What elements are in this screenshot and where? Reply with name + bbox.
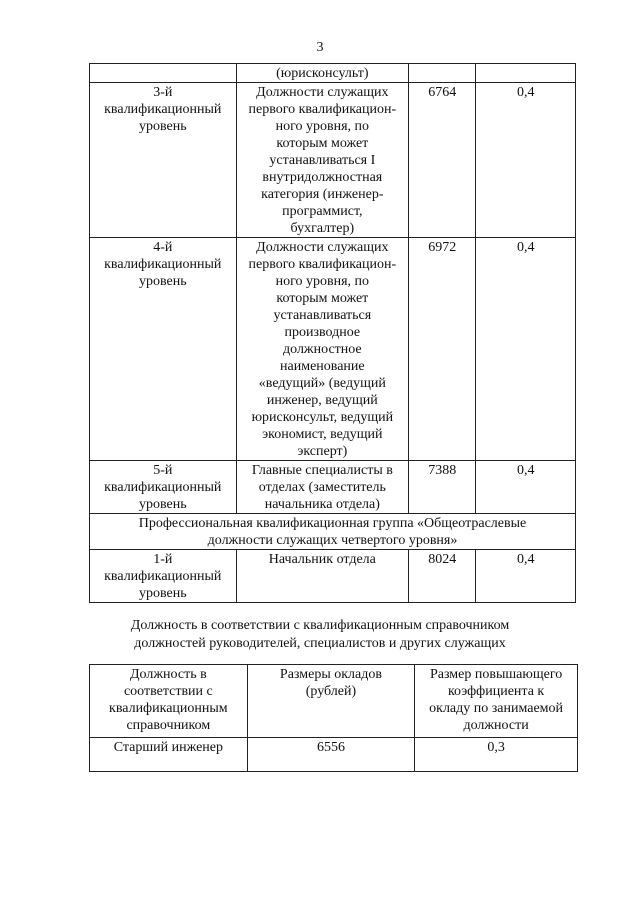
header-text: Должность в [130,667,207,682]
cell-salary [409,83,476,238]
cell-text-line: Должности служащих [256,240,389,255]
cell-text-line: уровень [138,586,187,601]
cell-position-title [236,64,409,83]
position-text: Старший инженер [113,740,224,755]
cell-salary [247,738,414,772]
header-text: окладу по занимаемой [429,701,564,716]
cell-salary [409,64,476,83]
cell-level [90,64,237,83]
cell-text-line: первого квалификацион- [248,257,397,272]
coefficient-text: 0,4 [516,552,535,567]
salary-text: 6556 [316,740,345,755]
cell-text-line: квалификационный [104,480,222,495]
cell-coefficient [476,461,576,514]
table-row [90,738,578,772]
header-text: коэффициента к [447,684,545,699]
cell-text-line: начальника отдела) [264,497,380,512]
table-row [90,461,576,514]
table-row [90,550,576,603]
header-coefficient [415,665,578,738]
cell-text-line: ного уровня, по [275,119,370,134]
salary-table-positions [89,664,578,772]
cell-text-line: 4-й [153,240,173,255]
cell-text-line: квалификационный [104,569,222,584]
cell-position-title [236,550,409,603]
cell-position-title [236,83,409,238]
header-text: квалификационным [109,701,228,716]
cell-text-line: категория (инженер- [261,187,384,202]
cell-text-line: ного уровня, по [275,274,370,289]
cell-text-line: устанавливаться [273,308,372,323]
cell-text-line: которым может [276,136,369,151]
cell-text-line: первого квалификацион- [248,102,397,117]
page-number: 3 [316,40,324,55]
cell-text-line: производное [284,325,361,340]
header-text: Размеры окладов [279,667,382,682]
cell-text-line: 5-й [153,463,173,478]
cell-text-line: программист, [282,204,363,219]
cell-text-line: (юрисконсульт) [276,66,369,81]
cell-text-line: которым может [276,291,369,306]
cell-salary [409,461,476,514]
salary-text [409,64,475,65]
cell-position [90,738,248,772]
cell-level [90,550,237,603]
salary-text: 8024 [428,552,457,567]
cell-text-line: должностное [283,342,362,357]
cell-text-line: Профессиональная квалификационная группа «Общеотраслевые [138,516,527,531]
salary-text: 6972 [428,240,457,255]
header-text: Размер повышающего [429,667,563,682]
cell-text-line: «ведущий» (ведущий [258,376,386,391]
cell-level [90,238,237,461]
cell-text-line: экономист, ведущий [262,427,383,442]
cell-text-line: уровень [138,119,187,134]
salary-text: 6764 [428,85,457,100]
cell-coefficient [415,738,578,772]
cell-text-line: юрисконсульт, ведущий [251,410,394,425]
heading-line: Должность в соответствии с квалификационным справочником [130,618,510,633]
cell-coefficient [476,64,576,83]
cell-text-line: бухгалтер) [290,221,355,236]
cell-text-line: внутридолжностная [262,170,383,185]
cell-coefficient [476,238,576,461]
cell-position-title [236,461,409,514]
cell-text-line: 1-й [153,552,173,567]
cell-text-line: должности служащих четвертого уровня» [207,533,458,548]
header-text: (рублей) [305,684,357,699]
cell-coefficient [476,83,576,238]
header-position [90,665,248,738]
cell-coefficient [476,550,576,603]
table-row [90,238,576,461]
cell-text-line: уровень [138,497,187,512]
table-row [90,64,576,83]
group-header-row [90,514,576,550]
cell-level [90,461,237,514]
salary-table-levels [89,63,576,603]
cell-level [90,83,237,238]
cell-text-line: 3-й [153,85,173,100]
group-header-cell [90,514,576,550]
coefficient-text: 0,4 [516,463,535,478]
coefficient-text: 0,4 [516,240,535,255]
cell-text-line: Главные специалисты в [251,463,393,478]
cell-text-line: Начальник отдела [268,552,376,567]
table-row [90,83,576,238]
header-text: справочником [126,718,211,733]
coefficient-text: 0,3 [487,740,505,755]
cell-salary [409,550,476,603]
cell-text-line: квалификационный [104,102,222,117]
salary-text: 7388 [428,463,457,478]
header-text: соответствии с [123,684,213,699]
header-text: должности [463,718,529,733]
cell-position-title [236,238,409,461]
coefficient-text [476,64,575,65]
cell-text-line: отделах (заместитель [258,480,386,495]
cell-text-line: квалификационный [104,257,222,272]
heading-line: должностей руководителей, специалистов и других служащих [134,636,506,651]
cell-text-line: наименование [280,359,365,374]
section-heading [0,617,640,653]
cell-text-line: устанавливаться I [269,153,376,168]
cell-text-line: уровень [138,274,187,289]
cell-text-line: эксперт) [297,444,348,459]
table-header-row [90,665,578,738]
cell-text-line: инженер, ведущий [266,393,378,408]
header-salary [247,665,414,738]
cell-salary [409,238,476,461]
cell-text-line: Должности служащих [256,85,389,100]
coefficient-text: 0,4 [516,85,535,100]
